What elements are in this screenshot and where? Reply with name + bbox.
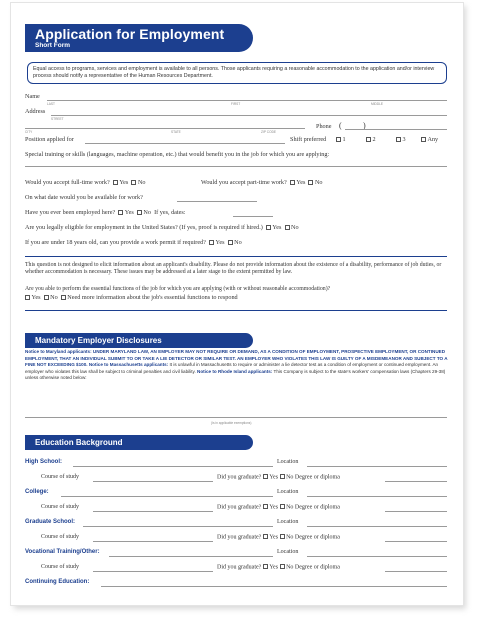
checkbox[interactable] (263, 534, 268, 539)
checkbox[interactable] (137, 210, 142, 215)
college-course-field[interactable] (93, 511, 213, 512)
graduate-school-course-field[interactable] (93, 541, 213, 542)
address-sub-zip: ZIP CODE (261, 130, 276, 134)
rhode-island-exemption-field[interactable] (25, 417, 447, 418)
form-subtitle: Short Form (35, 42, 71, 49)
checkbox[interactable] (263, 504, 268, 509)
course-label: Course of study (41, 504, 79, 510)
application-form (10, 2, 464, 606)
essential-functions-question: Are you able to perform the essential functions of the job for which you are applying (with or without reasonable accommodation)? (25, 286, 331, 292)
graduate-school-field[interactable] (83, 526, 273, 527)
course-label: Course of study (41, 534, 79, 540)
vocational-course-field[interactable] (93, 571, 213, 572)
checkbox[interactable] (421, 137, 426, 142)
checkbox[interactable] (25, 295, 30, 300)
equal-access-notice: Equal access to programs, services and employment is available to all persons. Those applicants requiring a reasonable accommodation to the application and/or interview process should notify a representative of the Human Resources Department. (27, 62, 447, 84)
edu-vocational-label: Vocational Training/Other: (25, 549, 100, 555)
checkbox[interactable] (209, 240, 214, 245)
shift-option-3[interactable]: 3 (396, 136, 406, 143)
position-field[interactable] (85, 143, 285, 144)
checkbox[interactable] (113, 180, 118, 185)
graduate-question: Did you graduate? Yes No Degree or diploma (217, 504, 340, 511)
address-sub-state: STATE (171, 130, 181, 134)
continuing-education-field[interactable] (101, 586, 447, 587)
location-label: Location (277, 549, 299, 555)
checkbox[interactable] (263, 474, 268, 479)
special-skills-field[interactable] (25, 166, 447, 167)
employed-here-question: Have you ever been employed here? Yes No If yes, dates: (25, 209, 186, 216)
checkbox[interactable] (280, 474, 285, 479)
checkbox[interactable] (228, 240, 233, 245)
edu-college-label: College: (25, 489, 49, 495)
high-school-course-field[interactable] (93, 481, 213, 482)
checkbox[interactable] (61, 295, 66, 300)
vocational-location-field[interactable] (307, 556, 447, 557)
checkbox[interactable] (263, 564, 268, 569)
checkbox[interactable] (131, 180, 136, 185)
name-label: Name (25, 93, 40, 100)
checkbox[interactable] (280, 564, 285, 569)
name-sub-last: LAST (47, 102, 55, 106)
address-sub-city: CITY (25, 130, 33, 134)
form-title: Application for Employment (35, 26, 225, 42)
section-divider (25, 256, 447, 257)
special-skills-label: Special training or skills (languages, machine operation, etc.) that would benefit you in the job for which you are applying: (25, 151, 330, 158)
full-time-question: Would you accept full-time work? Yes No (25, 179, 146, 186)
education-heading: Education Background (25, 435, 253, 450)
name-sub-first: FIRST (231, 102, 241, 106)
disability-disclaimer: This question is not designed to elicit information about an applicant's disability. Please do not provide information about the existence of a disability, performance of job duties, or whether accommodation is necessary. These issues may be addressed at a later stage to the extent permitted by law. (25, 262, 442, 276)
eligible-question: Are you legally eligible for employment in the United States? (If yes, proof is required if hired.) Yes No (25, 224, 299, 231)
position-label: Position applied for (25, 136, 74, 143)
shift-option-1[interactable]: 1 (336, 136, 346, 143)
high-school-degree-field[interactable] (385, 481, 447, 482)
edu-graduate-school-label: Graduate School: (25, 519, 76, 525)
shift-option-any[interactable]: Any (421, 136, 438, 143)
checkbox[interactable] (396, 137, 401, 142)
address-street-field[interactable] (51, 115, 447, 116)
address-label: Address (25, 108, 46, 115)
checkbox[interactable] (336, 137, 341, 142)
shift-option-2[interactable]: 2 (366, 136, 376, 143)
name-sub-middle: MIDDLE (371, 102, 384, 106)
start-date-label: On what date would you be available for work? (25, 194, 143, 201)
checkbox[interactable] (280, 504, 285, 509)
graduate-school-location-field[interactable] (307, 526, 447, 527)
checkbox[interactable] (308, 180, 313, 185)
location-label: Location (277, 489, 299, 495)
checkbox[interactable] (285, 225, 290, 230)
college-location-field[interactable] (307, 496, 447, 497)
high-school-location-field[interactable] (307, 466, 447, 467)
disclosures-text: Notice to Maryland applicants: UNDER MARYLAND LAW, AN EMPLOYER MAY NOT REQUIRE OR DEMAND, AS A CONDITION OF EMPLOYMENT, PROSPECTIVE EMPLOYMENT, OR CONTINUED EMPLOYMENT, THAT AN INDIVIDUAL SUBMIT TO OR TAKE A LIE DETECTOR OR SIMILAR TEST. AN EMPLOYER WHO VIOLATES THIS LAW IS GUILTY OF A MISDEMEANOR AND SUBJECT TO A FINE NOT EXCEEDING $100. Notice to Massachusetts applicants: It is unlawful in Massachusetts to require or administer a lie detector test as a condition of employment or continued employment. An employer who violates this law shall be subject to criminal penalties and civil liability. Notice to Rhode Island applicants: This Company is subject to the state's workers' compensation laws (Chapters 29-38) unless otherwise noted below: (25, 349, 448, 380)
vocational-field[interactable] (109, 556, 273, 557)
title-banner (25, 24, 253, 52)
college-field[interactable] (61, 496, 273, 497)
graduate-question: Did you graduate? Yes No Degree or diploma (217, 534, 340, 541)
start-date-field[interactable] (177, 201, 257, 202)
high-school-field[interactable] (73, 466, 273, 467)
edu-high-school-label: High School: (25, 459, 62, 465)
address-city-field[interactable] (25, 128, 305, 129)
checkbox[interactable] (266, 225, 271, 230)
address-sub-street: STREET (51, 117, 64, 121)
checkbox[interactable] (44, 295, 49, 300)
graduate-question: Did you graduate? Yes No Degree or diploma (217, 474, 340, 481)
college-degree-field[interactable] (385, 511, 447, 512)
phone-field[interactable] (345, 129, 447, 130)
graduate-question: Did you graduate? Yes No Degree or diploma (217, 564, 340, 571)
edu-continuing-label: Continuing Education: (25, 579, 90, 585)
disclosures-heading: Mandatory Employer Disclosures (25, 333, 253, 348)
phone-paren-open: ( (339, 121, 342, 130)
checkbox[interactable] (118, 210, 123, 215)
location-label: Location (277, 459, 299, 465)
shift-label: Shift preferred (290, 136, 327, 143)
phone-paren-close: ) (363, 121, 366, 130)
course-label: Course of study (41, 564, 79, 570)
under-18-question: If you are under 18 years old, can you provide a work permit if required? Yes No (25, 239, 242, 246)
course-label: Course of study (41, 474, 79, 480)
exemption-caption: (Is in applicable exemptions) (211, 421, 252, 425)
graduate-school-degree-field[interactable] (385, 541, 447, 542)
section-divider (25, 310, 447, 311)
employed-dates-field[interactable] (233, 216, 273, 217)
vocational-degree-field[interactable] (385, 571, 447, 572)
checkbox[interactable] (366, 137, 371, 142)
location-label: Location (277, 519, 299, 525)
phone-label: Phone (316, 123, 332, 130)
checkbox[interactable] (290, 180, 295, 185)
name-field[interactable] (47, 100, 447, 101)
essential-functions-options: Yes No Need more information about the job's essential functions to respond (25, 294, 238, 301)
checkbox[interactable] (280, 534, 285, 539)
part-time-question: Would you accept part-time work? Yes No (201, 179, 323, 186)
